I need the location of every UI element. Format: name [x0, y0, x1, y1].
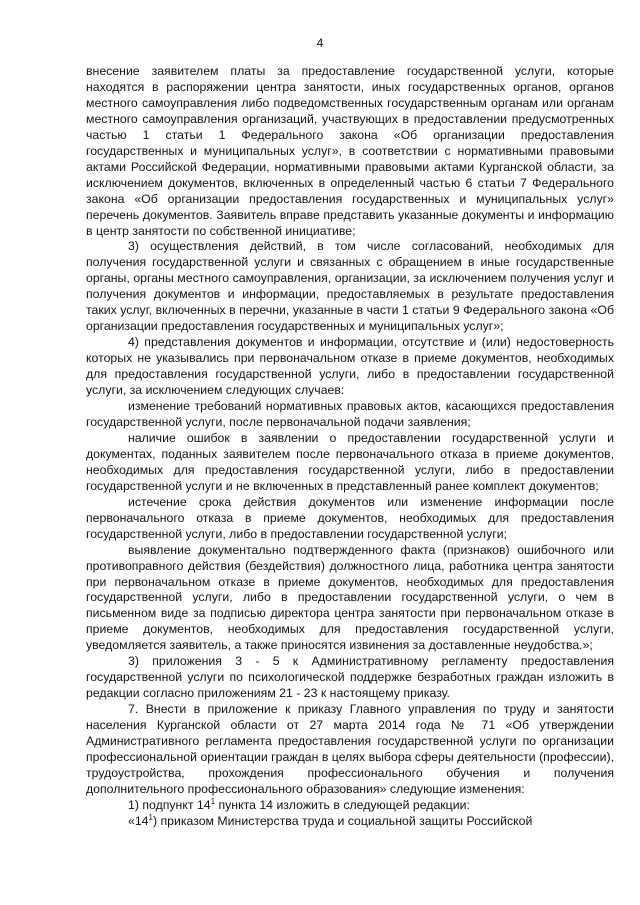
paragraph-item-3: 3) осуществления действий, в том числе согласований, необходимых для получения государственной услуги и связанных с обращением в иные государственные органы, органы местного самоуправления, организации, за исключением получения услуг и получения документов и информации, предоставляемых в результате предоставления таких услуг, включенных в перечни, указанные в части 1 статьи 9 Федерального закона «Об организации предоставления государственных и муниципальных услуг»; [86, 239, 614, 334]
page-number: 4 [316, 36, 324, 50]
quote-text-start: «14 [128, 813, 149, 828]
paragraph-case-errors: наличие ошибок в заявлении о предоставлении государственной услуги и документах, поданных заявителем после первоначального отказа в приеме документов, необходимых для предоставления государственной услуги, либо в предоставлении государственной услуги и не включенных в представленный ранее комплект документов; [86, 430, 614, 493]
paragraph-subitem-1 [86, 798, 614, 814]
paragraph-1: внесение заявителем платы за предоставление государственной услуги, которые находятся в распоряжении центра занятости, иных государственных органов, органов местного самоуправления либо подведомственных государственным органам или органам местного самоуправления организаций, участвующих в предоставлении предусмотренных частью 1 статьи 1 Федерального закона «Об организации предоставления государственных и муниципальных услуг», в соответствии с нормативными правовыми актами Российской Федерации, нормативными правовыми актами Курганской области, за исключением документов, включенных в определенный частью 6 статьи 7 Федерального закона «Об организации предоставления государственных и муниципальных услуг» перечень документов. Заявитель вправе представить указанные документы и информацию в центр занятости по собственной инициативе; [86, 64, 614, 238]
paragraph-item-7: 7. Внести в приложение к приказу Главного управления по труду и занятости населения Курганской области от 27 марта 2014 года № 71 «Об утверждении Административного регламента предоставления государственной услуги по организации профессиональной ориентации граждан в целях выбора сферы деятельности (профессии), трудоустройства, прохождения профессионального обучения и получения дополнительного профессионального образования» следующие изменения: [86, 702, 614, 796]
paragraph-case-requirements-change: изменение требований нормативных правовых актов, касающихся предоставления государственной услуги, после первоначальной подачи заявления; [86, 399, 614, 429]
paragraph-appendices: 3) приложения 3 - 5 к Административному регламенту предоставления государственной услуги по психологической поддержке безработных граждан изложить в редакции согласно приложениям 21 - 23 к настоящему приказу. [86, 654, 614, 701]
superscript: 1 [148, 812, 153, 822]
paragraph-case-expiry: истечение срока действия документов или изменение информации после первоначального отказа в приеме документов, необходимых для предоставления государственной услуги, либо в предоставлении государственной услуги; [86, 494, 614, 541]
subitem-text-end: пункта 14 изложить в следующей редакции: [215, 797, 470, 812]
paragraph-case-misconduct: выявление документально подтвержденного факта (признаков) ошибочного или противоправного действия (бездействия) должностного лица, работника центра занятости при первоначальном отказе в приеме документов, необходимых для предоставления государственной услуги, либо в предоставлении государственной услуги, о чем в письменном виде за подписью директора центра занятости при первоначальном отказе в приеме документов, необходимых для предоставления государственной услуги, уведомляется заявитель, а также приносятся извинения за доставленные неудобства.»; [86, 542, 614, 653]
superscript: 1 [210, 796, 216, 806]
quote-text-end: ) приказом Министерства труда и социальной защиты Российской [152, 813, 533, 828]
subitem-text-start: 1) подпункт 14 [128, 797, 211, 812]
document-body [86, 64, 614, 830]
paragraph-quote-start [86, 814, 614, 830]
paragraph-item-4: 4) представления документов и информации, отсутствие и (или) недостоверность которых не указывались при первоначальном отказе в приеме документов, необходимых для предоставления государственной услуги, либо в предоставлении государственной услуги, за исключением следующих случаев: [86, 335, 614, 398]
